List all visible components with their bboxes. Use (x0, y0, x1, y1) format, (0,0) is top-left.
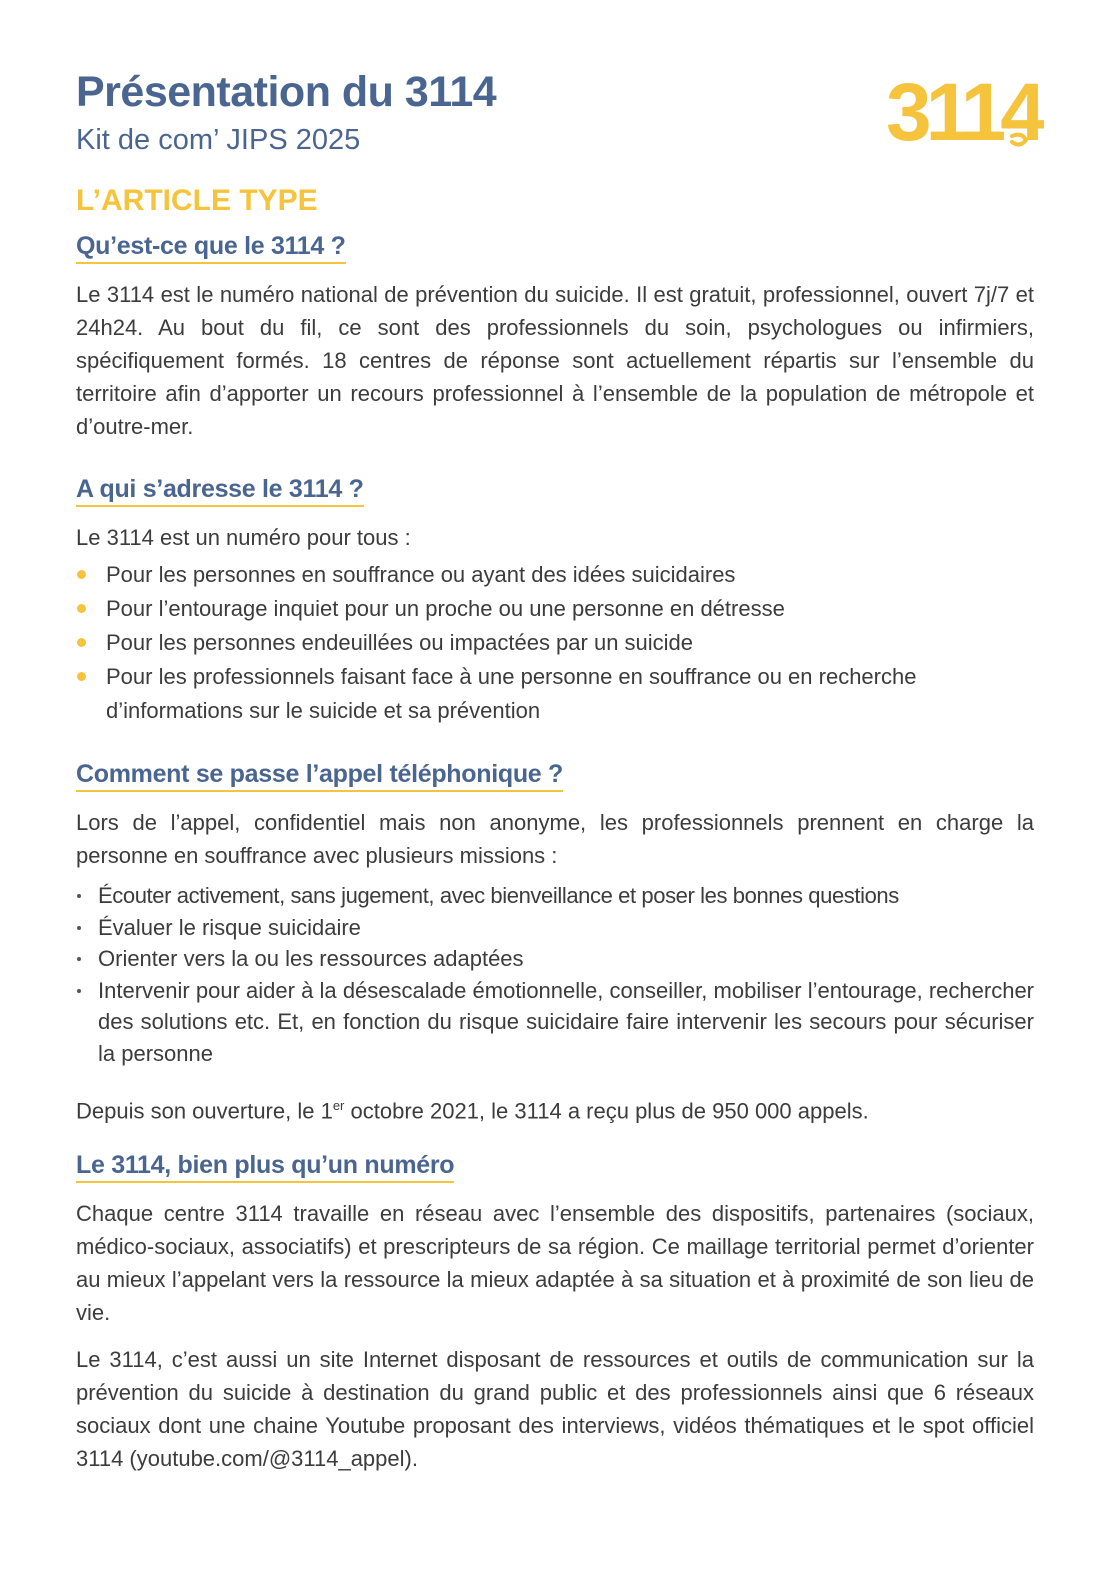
section-paragraph: Chaque centre 3114 travaille en réseau avec l’ensemble des dispositifs, partenaires (sociaux, médico-sociaux, associatifs) et prescripteurs de sa région. Ce maillage territorial permet d’orienter au mieux l’appelant vers la ressource la mieux adaptée à sa situation et à proximité de son lieu de vie. (76, 1201, 1034, 1326)
list-item: Pour l’entourage inquiet pour un proche ou une personne en détresse (76, 592, 1034, 626)
3114-logo (884, 62, 1044, 152)
article-type-label: L’ARTICLE TYPE (76, 184, 318, 217)
list-item: Intervenir pour aider à la désescalade émotionnelle, conseiller, mobiliser l’entourage, rechercher des solutions etc. Et, en fonction du risque suicidaire faire intervenir les secours pour sécuriser la personne (76, 975, 1034, 1070)
logo-text: 3114 (886, 67, 1040, 152)
section-heading: Comment se passe l’appel téléphonique ? (76, 760, 563, 792)
bullet-icon (77, 604, 86, 613)
audience-list (76, 558, 1034, 728)
section-intro: Le 3114 est un numéro pour tous : (76, 525, 411, 550)
calls-statistic: Depuis son ouverture, le 1er octobre 2021, le 3114 a reçu plus de 950 000 appels. (76, 1098, 869, 1124)
bullet-icon (77, 894, 81, 898)
bullet-icon (77, 989, 81, 993)
list-item: Écouter activement, sans jugement, avec bienveillance et poser les bonnes questions (76, 880, 1034, 912)
bullet-icon (77, 672, 86, 681)
section-heading: Le 3114, bien plus qu’un numéro (76, 1151, 454, 1183)
section-more-than-number (76, 1151, 1034, 1475)
section-paragraph: Le 3114, c’est aussi un site Internet disposant de ressources et outils de communication sur la prévention du suicide à destination du grand public et des professionnels ainsi que 6 réseaux sociaux dont une chaine Youtube proposant des interviews, vidéos thématiques et le spot officiel 3114 (youtube.com/@3114_appel). (76, 1347, 1034, 1472)
list-item: Orienter vers la ou les ressources adaptées (76, 943, 1034, 975)
missions-list (76, 880, 1034, 1069)
bullet-icon (77, 570, 86, 579)
section-intro: Lors de l’appel, confidentiel mais non anonyme, les professionnels prennent en charge la personne en souffrance avec plusieurs missions : (76, 810, 1034, 868)
list-item: Pour les personnes endeuillées ou impactées par un suicide (76, 626, 1034, 660)
bullet-icon (77, 638, 86, 647)
section-call (76, 760, 1034, 1127)
bullet-icon (77, 926, 81, 930)
section-what-is (76, 232, 1034, 443)
page-subtitle: Kit de com’ JIPS 2025 (76, 124, 361, 156)
list-item: Pour les professionnels faisant face à une personne en souffrance ou en recherche d’informations sur le suicide et sa prévention (76, 660, 1034, 728)
article-content (76, 232, 1034, 1499)
section-heading: A qui s’adresse le 3114 ? (76, 475, 364, 507)
section-who-for (76, 475, 1034, 728)
section-paragraph: Le 3114 est le numéro national de prévention du suicide. Il est gratuit, professionnel, ouvert 7j/7 et 24h24. Au bout du fil, ce sont des professionnels du soin, psychologues ou infirmiers, spécifiquement formés. 18 centres de réponse sont actuellement répartis sur l’ensemble du territoire afin d’apporter un recours professionnel à l’ensemble de la population de métropole et d’outre-mer. (76, 282, 1034, 439)
list-item: Pour les personnes en souffrance ou ayant des idées suicidaires (76, 558, 1034, 592)
bullet-icon (77, 957, 81, 961)
page-title: Présentation du 3114 (76, 68, 497, 116)
section-heading: Qu’est-ce que le 3114 ? (76, 232, 346, 264)
list-item: Évaluer le risque suicidaire (76, 912, 1034, 944)
